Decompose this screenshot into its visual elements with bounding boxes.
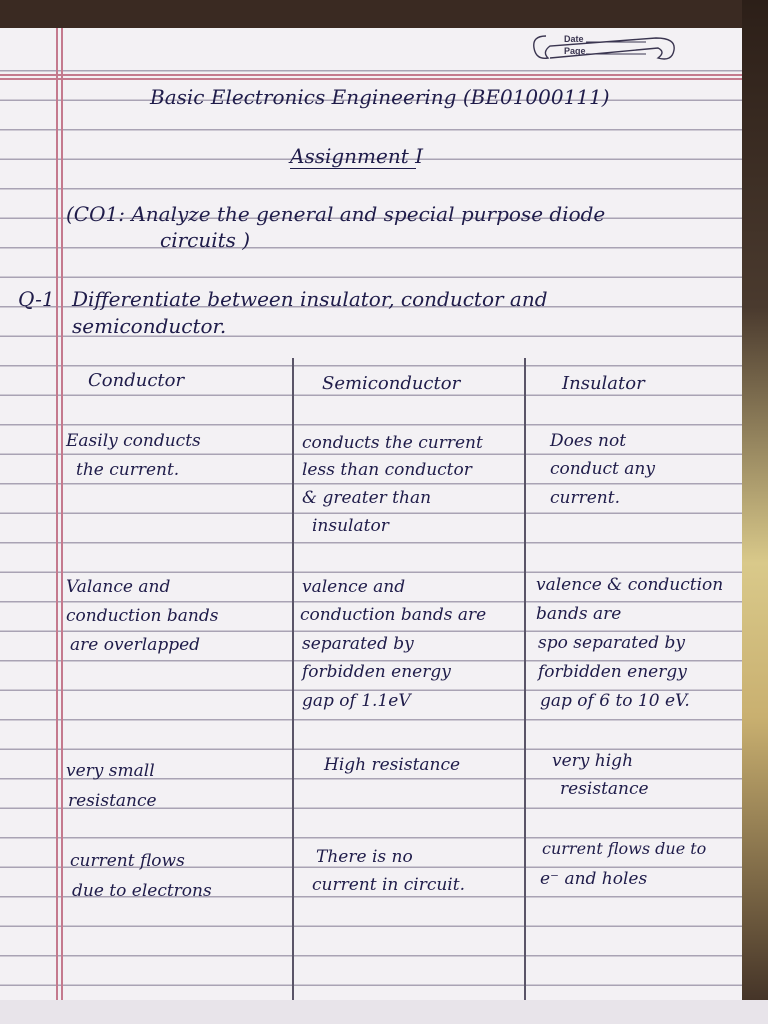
row4-semiconductor-line1: There is no	[316, 847, 413, 867]
row2-conductor-line3: are overlapped	[70, 635, 201, 655]
date-page-box	[528, 28, 678, 70]
row3-conductor-line1: very small	[66, 761, 155, 781]
date-page-scroll-icon	[528, 28, 678, 70]
row2-insulator-line2: bands are	[536, 604, 622, 624]
row1-semiconductor-line2: less than conductor	[302, 460, 472, 480]
page-title: Basic Electronics Engineering (BE01000111)	[150, 85, 610, 109]
page-bottom-edge	[0, 1000, 768, 1024]
row1-conductor-line1: Easily conducts	[66, 431, 201, 451]
row1-semiconductor-line4: insulator	[312, 516, 389, 536]
row4-insulator-line2: e⁻ and holes	[540, 869, 648, 889]
page-label: Page	[564, 46, 586, 56]
row3-insulator-line2: resistance	[560, 779, 649, 799]
table-divider-1	[292, 358, 294, 1000]
header-rule	[0, 74, 742, 76]
row4-semiconductor-line2: current in circuit.	[312, 875, 465, 895]
row2-semiconductor-line3: separated by	[302, 634, 414, 654]
question-line2: semiconductor.	[72, 314, 227, 338]
margin-rule-second	[61, 28, 63, 1000]
margin-rule	[56, 28, 58, 1000]
row2-insulator-line5: gap of 6 to 10 eV.	[540, 691, 690, 711]
row3-semiconductor-line1: High resistance	[324, 755, 461, 775]
row2-insulator-line1: valence & conduction	[536, 575, 724, 595]
row1-insulator-line1: Does not	[550, 431, 627, 451]
row1-semiconductor-line1: conducts the current	[302, 433, 483, 453]
row2-semiconductor-line2: conduction bands are	[300, 605, 487, 625]
row2-conductor-line1: Valance and	[66, 577, 171, 597]
row1-semiconductor-line3: & greater than	[302, 488, 432, 508]
date-label: Date	[564, 34, 584, 44]
row3-conductor-line2: resistance	[68, 791, 157, 811]
row2-conductor-line2: conduction bands	[66, 606, 219, 626]
assignment-underline	[290, 168, 416, 169]
row1-insulator-line2: conduct any	[550, 459, 655, 479]
row4-conductor-line1: current flows	[70, 851, 185, 871]
row1-conductor-line2: the current.	[76, 460, 180, 480]
row2-semiconductor-line5: gap of 1.1eV	[302, 691, 411, 711]
row2-insulator-line3: spo separated by	[538, 633, 685, 653]
row1-insulator-line3: current.	[550, 488, 620, 508]
header-insulator: Insulator	[562, 373, 645, 394]
header-rule-second	[0, 78, 742, 80]
row2-semiconductor-line1: valence and	[302, 577, 406, 597]
course-outcome-line1: (CO1: Analyze the general and special purpose diode	[66, 202, 606, 226]
background-desk	[742, 0, 768, 1024]
assignment-heading: Assignment I	[290, 144, 424, 168]
table-divider-2	[524, 358, 526, 1000]
question-number: Q-1	[18, 287, 55, 311]
header-conductor: Conductor	[88, 370, 185, 391]
row3-insulator-line1: very high	[552, 751, 634, 771]
question-line1: Differentiate between insulator, conductor and	[72, 287, 548, 311]
notebook-page	[0, 28, 742, 1000]
row2-insulator-line4: forbidden energy	[538, 662, 687, 682]
row4-conductor-line2: due to electrons	[72, 881, 212, 901]
row4-insulator-line1: current flows due to	[542, 839, 707, 858]
header-semiconductor: Semiconductor	[322, 373, 461, 394]
course-outcome-line2: circuits )	[160, 228, 251, 252]
row2-semiconductor-line4: forbidden energy	[302, 662, 451, 682]
